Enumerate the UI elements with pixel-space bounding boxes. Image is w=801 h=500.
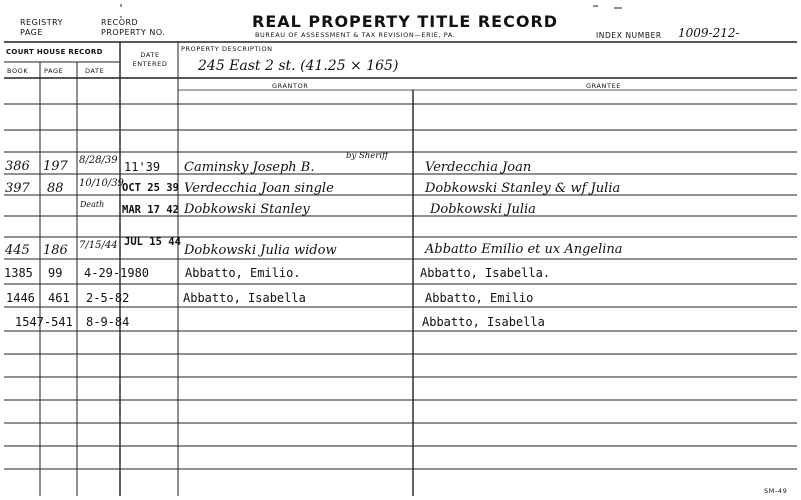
row-grantee: Abbatto, Isabella. xyxy=(420,266,551,280)
row-grantee: Dobkowski Julia xyxy=(430,202,536,217)
record-property-no-label xyxy=(101,18,165,38)
row-date: 8-9-84 xyxy=(86,315,130,329)
row-entered: 11'39 xyxy=(124,160,161,174)
property-description-header: PROPERTY DESCRIPTION xyxy=(181,45,273,53)
row-date: 4-29-1980 xyxy=(84,266,150,280)
row-book: 386 xyxy=(5,159,30,174)
row-book: 1547-541 xyxy=(15,315,73,329)
row-book: 445 xyxy=(5,243,30,258)
grantee-header: GRANTEE xyxy=(586,82,621,90)
row-entered: OCT 25 39 xyxy=(122,182,179,194)
row-page: 88 xyxy=(47,181,64,196)
property-description-value: 245 East 2 st. (41.25 × 165) xyxy=(198,58,399,74)
row-date: 7/15/44 xyxy=(79,240,118,251)
row-grantor: Verdecchia Joan single xyxy=(184,181,334,196)
index-number-value: 1009-212- xyxy=(678,26,740,40)
row-grantor-note: by Sheriff xyxy=(346,151,389,161)
row-date: 2-5-82 xyxy=(86,291,130,305)
date-entered-line1: DATE xyxy=(140,51,160,59)
row-grantor: Dobkowski Julia widow xyxy=(184,243,337,258)
row-date: Death xyxy=(80,200,105,209)
row-grantor: Caminsky Joseph B. xyxy=(184,160,315,175)
index-number-label: INDEX NUMBER xyxy=(596,31,662,40)
row-entered: JUL 15 44 xyxy=(124,236,181,248)
row-book: 1385 xyxy=(4,266,33,280)
date-entered-line2: ENTERED xyxy=(132,60,168,68)
row-grantor: Abbatto, Isabella xyxy=(183,291,306,305)
date-entered-header xyxy=(122,51,178,69)
row-grantor: Abbatto, Emilio. xyxy=(185,266,301,280)
record-label: RECORD xyxy=(101,18,139,27)
row-page: 99 xyxy=(48,266,63,280)
book-header: BOOK xyxy=(7,67,29,75)
row-grantee: Abbatto Emilio et ux Angelina xyxy=(425,242,623,257)
row-grantor: Dobkowski Stanley xyxy=(184,202,310,217)
row-page: 461 xyxy=(48,291,70,305)
row-book: 1446 xyxy=(6,291,35,305)
registry-page-label xyxy=(20,18,63,38)
row-grantee: Abbatto, Isabella xyxy=(422,315,545,329)
card-subtitle: BUREAU OF ASSESSMENT & TAX REVISION—ERIE, PA. xyxy=(255,31,456,39)
row-page: 186 xyxy=(43,243,68,258)
page-label: PAGE xyxy=(20,28,43,37)
court-house-record-header: COURT HOUSE RECORD xyxy=(6,48,103,56)
grantor-header: GRANTOR xyxy=(272,82,309,90)
row-grantee: Abbatto, Emilio xyxy=(425,291,534,305)
row-date: 8/28/39 xyxy=(79,155,118,166)
row-page: 197 xyxy=(43,159,68,174)
row-date: 10/10/39 xyxy=(79,178,124,189)
row-book: 397 xyxy=(5,181,30,196)
card-title: REAL PROPERTY TITLE RECORD xyxy=(252,12,559,31)
form-code: SM-49 xyxy=(764,487,788,495)
row-grantee: Verdecchia Joan xyxy=(425,160,532,175)
row-entered: MAR 17 42 xyxy=(122,204,179,216)
page-header: PAGE xyxy=(44,67,64,75)
registry-label: REGISTRY xyxy=(20,18,64,27)
row-grantee: Dobkowski Stanley & wf Julia xyxy=(425,181,621,196)
date-header: DATE xyxy=(85,67,105,75)
property-no-label: PROPERTY NO. xyxy=(101,28,166,37)
